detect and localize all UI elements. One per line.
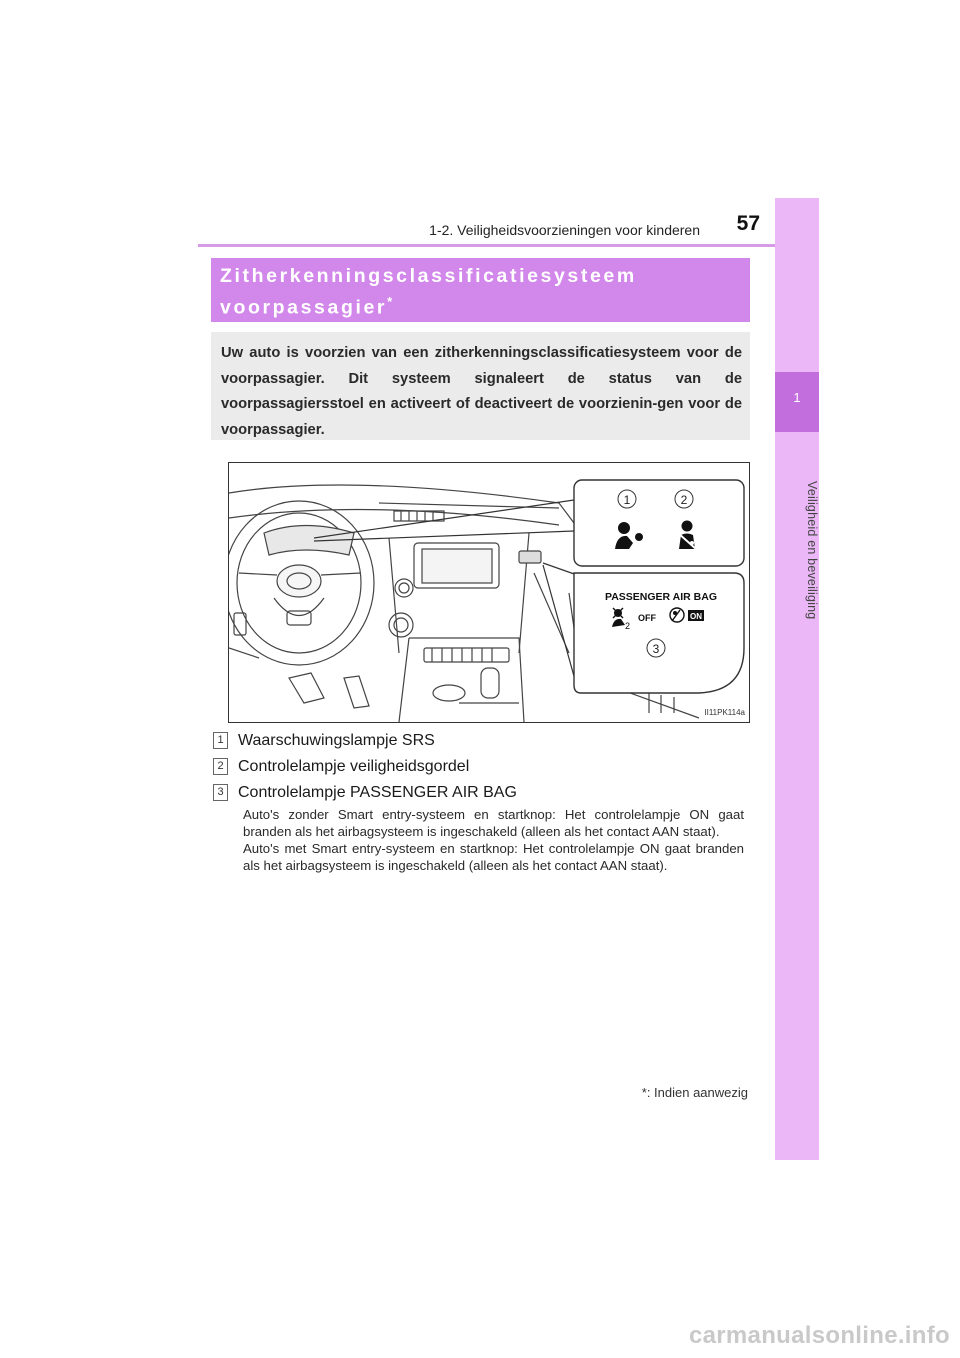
figure-code: II11PK114a xyxy=(704,708,745,717)
section-title-line1: Zitherkenningsclassificatiesysteem xyxy=(220,265,637,287)
chapter-label: Veiligheid en beveiliging xyxy=(805,480,819,620)
section-title-line2: voorpassagier xyxy=(220,296,388,319)
legend-text-1: Waarschuwingslampje SRS xyxy=(238,732,435,749)
warning-lamps-callout xyxy=(574,480,744,566)
footnote xyxy=(560,1085,748,1100)
legend-item-1 xyxy=(213,732,435,750)
intro-box: Uw auto is voorzien van een zitherkenningsclassificatiesysteem voor de voorpassagier. Dit systeem signaleert de status van de voorpassagiersstoel en activeert of deactiveert de voorzienin-gen voor de voorpassagier. xyxy=(211,332,750,440)
legend-text-2: Controlelampje veiligheidsgordel xyxy=(238,758,470,775)
off-indicator-label: OFF xyxy=(638,613,656,623)
callout-1: 1 xyxy=(623,493,631,507)
svg-text:2: 2 xyxy=(625,621,631,631)
dashboard-illustration xyxy=(228,462,750,723)
watermark: carmanualsonline.info xyxy=(688,1322,950,1349)
legend-item-2 xyxy=(213,758,469,776)
note-text xyxy=(243,806,744,874)
on-indicator-label: ON xyxy=(690,612,702,621)
legend-number-1: 1 xyxy=(213,732,228,749)
legend-item-3 xyxy=(213,784,517,802)
footnote-text: : Indien aanwezig xyxy=(646,1085,748,1100)
running-header: 1-2. Veiligheidsvoorzieningen voor kinderen xyxy=(429,222,700,238)
chapter-tab xyxy=(775,198,819,1160)
legend-number-3: 3 xyxy=(213,784,228,801)
footnote-asterisk: * xyxy=(641,1085,647,1100)
section-title xyxy=(211,258,750,322)
chapter-number: 1 xyxy=(793,390,801,405)
note-paragraph-1: Auto's zonder Smart entry-systeem en startknop: Het controlelampje ON gaat branden als het airbagsysteem is ingeschakeld (alleen als het contact AAN staat). xyxy=(243,807,744,839)
page-number: 57 xyxy=(736,212,760,235)
section-title-asterisk: * xyxy=(387,294,395,309)
legend-number-2: 2 xyxy=(213,758,228,775)
legend-text-3: Controlelampje PASSENGER AIR BAG xyxy=(238,784,517,801)
note-paragraph-2: Auto's met Smart entry-systeem en startknop: Het controlelampje ON gaat branden als het airbagsysteem is ingeschakeld (alleen als het contact AAN staat). xyxy=(243,841,744,873)
passenger-airbag-label: PASSENGER AIR BAG xyxy=(604,591,718,603)
callout-3: 3 xyxy=(652,642,660,656)
callout-2: 2 xyxy=(680,493,688,507)
header-divider xyxy=(198,244,818,247)
